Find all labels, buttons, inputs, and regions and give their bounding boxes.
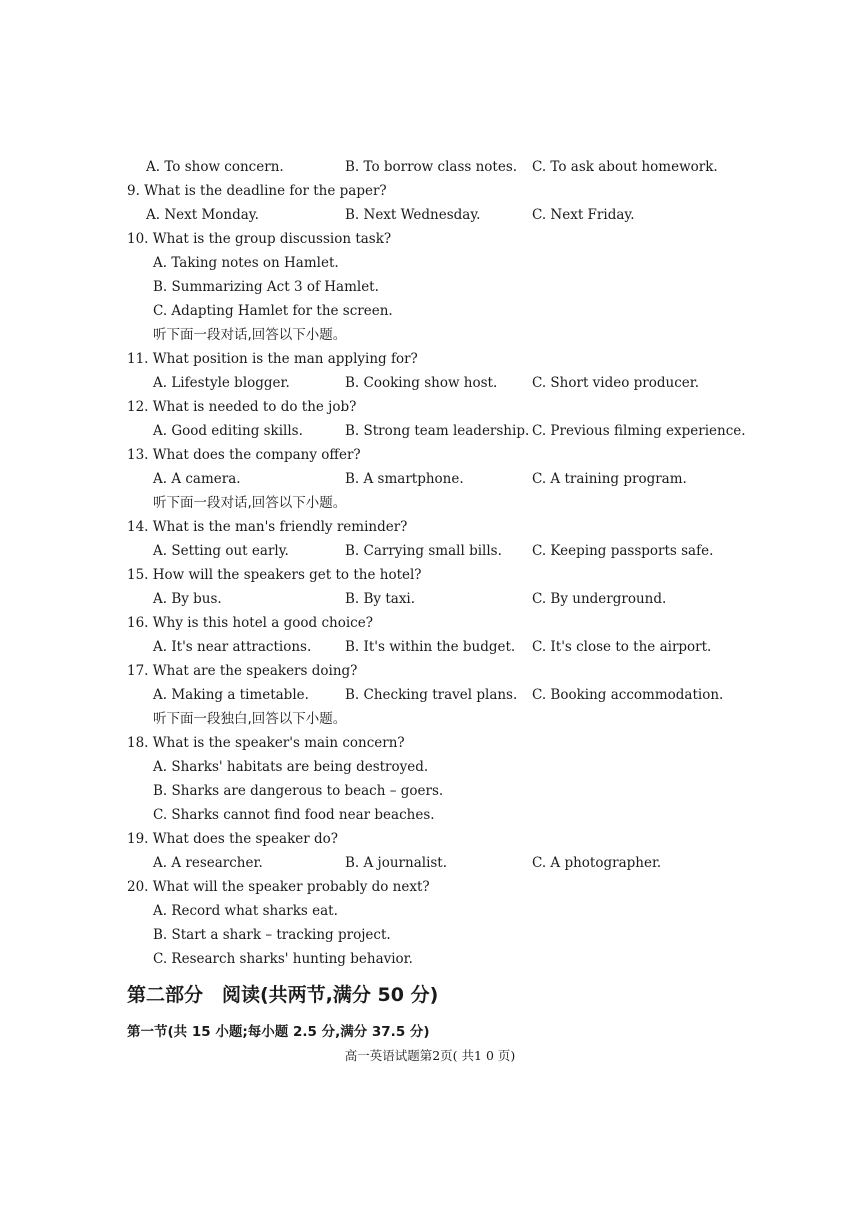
- answer-option: B. It's within the budget.: [345, 639, 516, 655]
- answer-option: A. Record what sharks eat.: [153, 903, 338, 919]
- answer-option: A. A researcher.: [153, 855, 263, 871]
- question-text: 14. What is the man's friendly reminder?: [127, 519, 408, 535]
- answer-option: C. Adapting Hamlet for the screen.: [153, 303, 393, 319]
- listening-instruction: 听下面一段对话,回答以下小题。: [153, 327, 347, 343]
- answer-option: C. Sharks cannot find food near beaches.: [153, 807, 435, 823]
- answer-option: B. Start a shark – tracking project.: [153, 927, 391, 943]
- question-text: 19. What does the speaker do?: [127, 831, 339, 847]
- answer-option: C. Booking accommodation.: [532, 687, 724, 703]
- answer-option: C. Research sharks' hunting behavior.: [153, 951, 413, 967]
- answer-option: C. A training program.: [532, 471, 687, 487]
- answer-option: B. Sharks are dangerous to beach – goers.: [153, 783, 444, 799]
- page-footer: 高一英语试题第2页( 共1 0 页): [344, 1048, 516, 1063]
- answer-option: C. Short video producer.: [532, 375, 700, 391]
- answer-option: C. By underground.: [532, 591, 667, 607]
- answer-option: C. Previous filming experience.: [532, 423, 746, 439]
- question-text: 11. What position is the man applying for?: [127, 351, 418, 367]
- question-text: 13. What does the company offer?: [127, 447, 361, 463]
- answer-option: A. A camera.: [153, 471, 241, 487]
- answer-option: B. A journalist.: [345, 855, 448, 871]
- answer-option: A. Sharks' habitats are being destroyed.: [153, 759, 429, 775]
- listening-instruction: 听下面一段对话,回答以下小题。: [153, 495, 347, 511]
- question-text: 12. What is needed to do the job?: [127, 399, 357, 415]
- answer-option: A. To show concern.: [146, 159, 284, 175]
- answer-option: B. To borrow class notes.: [345, 159, 518, 175]
- answer-option: C. To ask about homework.: [532, 159, 718, 175]
- question-text: 15. How will the speakers get to the hotel?: [127, 567, 422, 583]
- answer-option: B. Cooking show host.: [345, 375, 498, 391]
- question-text: 10. What is the group discussion task?: [127, 231, 392, 247]
- answer-option: A. Next Monday.: [146, 207, 259, 223]
- question-text: 18. What is the speaker's main concern?: [127, 735, 405, 751]
- answer-option: C. Next Friday.: [532, 207, 635, 223]
- answer-option: B. By taxi.: [345, 591, 416, 607]
- question-text: 9. What is the deadline for the paper?: [127, 183, 387, 199]
- section-subtitle: 第一节(共 15 小题;每小题 2.5 分,满分 37.5 分): [127, 1024, 430, 1040]
- answer-option: C. A photographer.: [532, 855, 662, 871]
- answer-option: B. Next Wednesday.: [345, 207, 481, 223]
- answer-option: B. A smartphone.: [345, 471, 464, 487]
- answer-option: C. It's close to the airport.: [532, 639, 712, 655]
- answer-option: A. Good editing skills.: [153, 423, 303, 439]
- question-text: 16. Why is this hotel a good choice?: [127, 615, 373, 631]
- answer-option: B. Summarizing Act 3 of Hamlet.: [153, 279, 379, 295]
- answer-option: B. Checking travel plans.: [345, 687, 518, 703]
- answer-option: A. By bus.: [153, 591, 222, 607]
- question-text: 17. What are the speakers doing?: [127, 663, 358, 679]
- question-text: 20. What will the speaker probably do next?: [127, 879, 430, 895]
- answer-option: A. It's near attractions.: [153, 639, 312, 655]
- answer-option: A. Lifestyle blogger.: [153, 375, 290, 391]
- answer-option: A. Taking notes on Hamlet.: [153, 255, 339, 271]
- answer-option: B. Strong team leadership.: [345, 423, 530, 439]
- answer-option: A. Setting out early.: [153, 543, 289, 559]
- listening-instruction: 听下面一段独白,回答以下小题。: [153, 711, 347, 727]
- section-title: 第二部分 阅读(共两节,满分 50 分): [127, 984, 439, 1006]
- answer-option: B. Carrying small bills.: [345, 543, 502, 559]
- answer-option: A. Making a timetable.: [153, 687, 309, 703]
- answer-option: C. Keeping passports safe.: [532, 543, 714, 559]
